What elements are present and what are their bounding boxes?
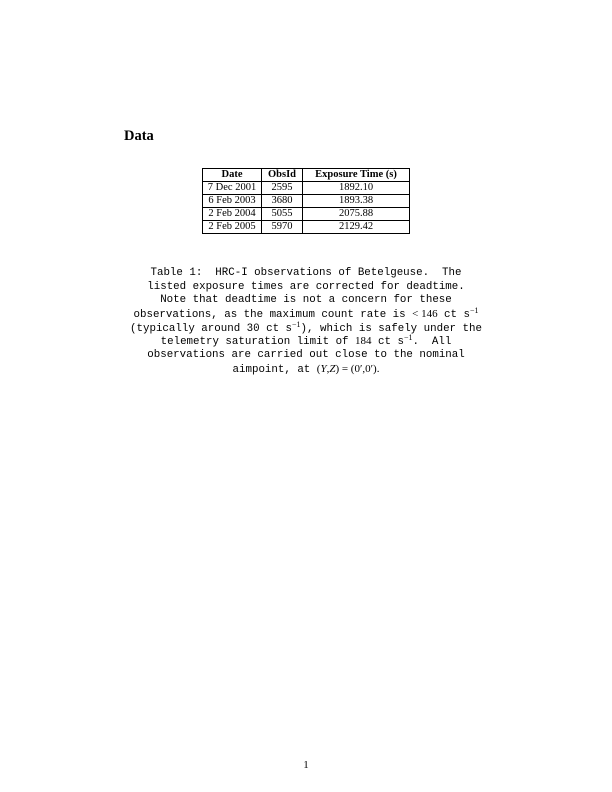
caption-text: aimpoint, at: [232, 363, 317, 376]
caption-text: . All: [412, 336, 452, 349]
caption-line: [0, 267, 612, 281]
caption-superscript: −1: [292, 319, 301, 329]
caption-math-text: < 146: [412, 308, 438, 321]
table-row: [203, 182, 410, 195]
table-row: [203, 221, 410, 234]
caption-line: [0, 349, 612, 363]
col-header-obsid: ObsId: [262, 169, 303, 182]
caption-text: ), which is safely under the: [300, 322, 482, 335]
caption-math-italic: Z: [329, 362, 336, 375]
table-row: [203, 208, 410, 221]
caption-line: [0, 335, 612, 349]
caption-text: telemetry saturation limit of: [160, 336, 356, 349]
cell-exposure: 1892.10: [303, 182, 410, 195]
cell-date: 2 Feb 2005: [203, 221, 262, 234]
caption-math-italic: Y: [320, 362, 327, 375]
col-header-exposure: Exposure Time (s): [303, 169, 410, 182]
table-row: [203, 195, 410, 208]
caption-superscript: −1: [469, 306, 479, 316]
cell-exposure: 2129.42: [303, 221, 410, 234]
caption-superscript: −1: [403, 333, 413, 343]
caption-math-text: ) = (0′,0′).: [335, 362, 380, 375]
caption-line: [0, 363, 612, 377]
table-header-row: [203, 169, 410, 182]
section-heading: Data: [124, 128, 154, 144]
cell-obsid: 2595: [262, 182, 303, 195]
caption-text: listed exposure times are corrected for deadtime.: [147, 280, 465, 293]
caption-text: Table 1: HRC-I observations of Betelgeuse. The: [150, 267, 462, 279]
col-header-date: Date: [203, 169, 262, 182]
caption-line: [0, 281, 612, 295]
caption-text: ct s: [437, 309, 470, 322]
caption-math-text: ,: [326, 362, 330, 375]
cell-obsid: 5970: [262, 221, 303, 234]
page-number: 1: [303, 759, 309, 771]
cell-exposure: 1893.38: [303, 195, 410, 208]
cell-exposure: 2075.88: [303, 208, 410, 221]
caption-text: observations are carried out close to the nominal: [147, 349, 465, 362]
caption-line: [0, 319, 612, 336]
caption-math-text: 184: [355, 335, 372, 348]
observations-table: [202, 168, 410, 234]
caption-line: [0, 294, 612, 308]
caption-line: [0, 308, 612, 322]
caption-text: observations, as the maximum count rate is: [133, 309, 413, 322]
cell-obsid: 5055: [262, 208, 303, 221]
cell-date: 7 Dec 2001: [203, 182, 262, 195]
caption-text: (typically around 30 ct s: [130, 322, 293, 335]
caption-math-text: (: [316, 362, 321, 375]
table-caption: [0, 267, 612, 377]
cell-obsid: 3680: [262, 195, 303, 208]
cell-date: 2 Feb 2004: [203, 208, 262, 221]
caption-text: ct s: [371, 336, 404, 349]
cell-date: 6 Feb 2003: [203, 195, 262, 208]
caption-text: Note that deadtime is not a concern for these: [160, 294, 452, 307]
